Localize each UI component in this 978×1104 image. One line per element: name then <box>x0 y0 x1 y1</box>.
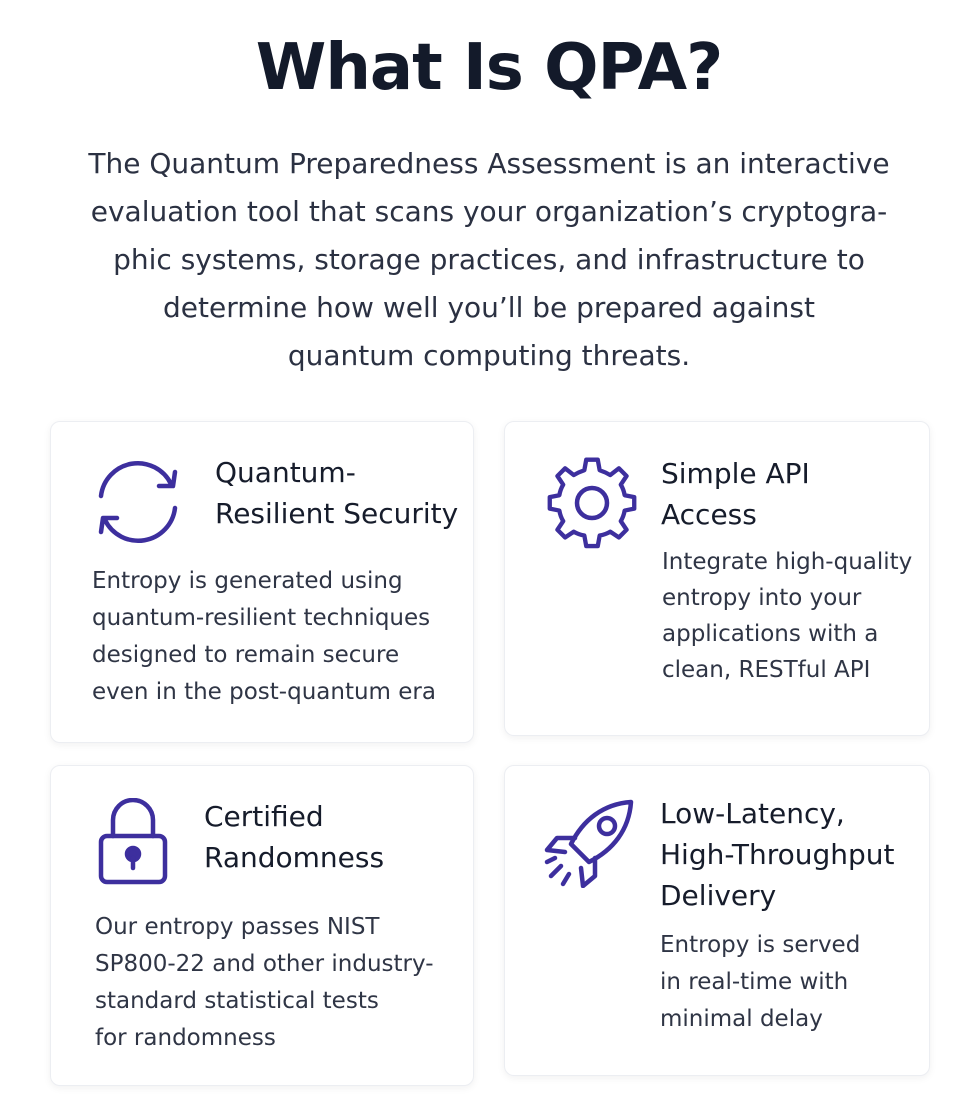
intro-line: The Quantum Preparedness Assessment is an interactive <box>88 147 890 180</box>
intro-line: phic systems, storage practices, and infrastructure to <box>113 243 865 276</box>
feature-title: Low-Latency, High-Throughput Delivery <box>660 797 895 912</box>
feature-card-simple-api-access <box>504 421 930 736</box>
intro-line: evaluation tool that scans your organization’s cryptogra- <box>90 195 888 228</box>
page-title: What Is QPA? <box>255 31 723 105</box>
feature-title: Quantum- Resilient Security <box>215 456 459 530</box>
feature-description: Entropy is served in real-time with minimal delay <box>660 932 861 1032</box>
feature-title: Simple API Access <box>661 457 810 531</box>
feature-title: Certified Randomness <box>204 800 385 874</box>
lock-icon <box>95 798 171 888</box>
intro-line: determine how well you’ll be prepared against <box>163 291 815 324</box>
gear-icon <box>545 456 639 550</box>
rocket-icon <box>543 796 639 888</box>
feature-card-certified-randomness <box>50 765 474 1086</box>
feature-card-low-latency-delivery <box>504 765 930 1076</box>
feature-description: Our entropy passes NIST SP800-22 and other industry- standard statistical tests for randomness <box>95 914 434 1051</box>
feature-description: Integrate high-quality entropy into your applications with a clean, RESTful API <box>662 549 913 683</box>
feature-card-quantum-resilient-security <box>50 421 474 743</box>
intro-paragraph <box>50 140 928 380</box>
feature-description: Entropy is generated using quantum-resilient techniques designed to remain secure even in the post-quantum era <box>92 568 436 705</box>
intro-line: quantum computing threats. <box>287 339 691 372</box>
refresh-icon <box>87 456 189 548</box>
